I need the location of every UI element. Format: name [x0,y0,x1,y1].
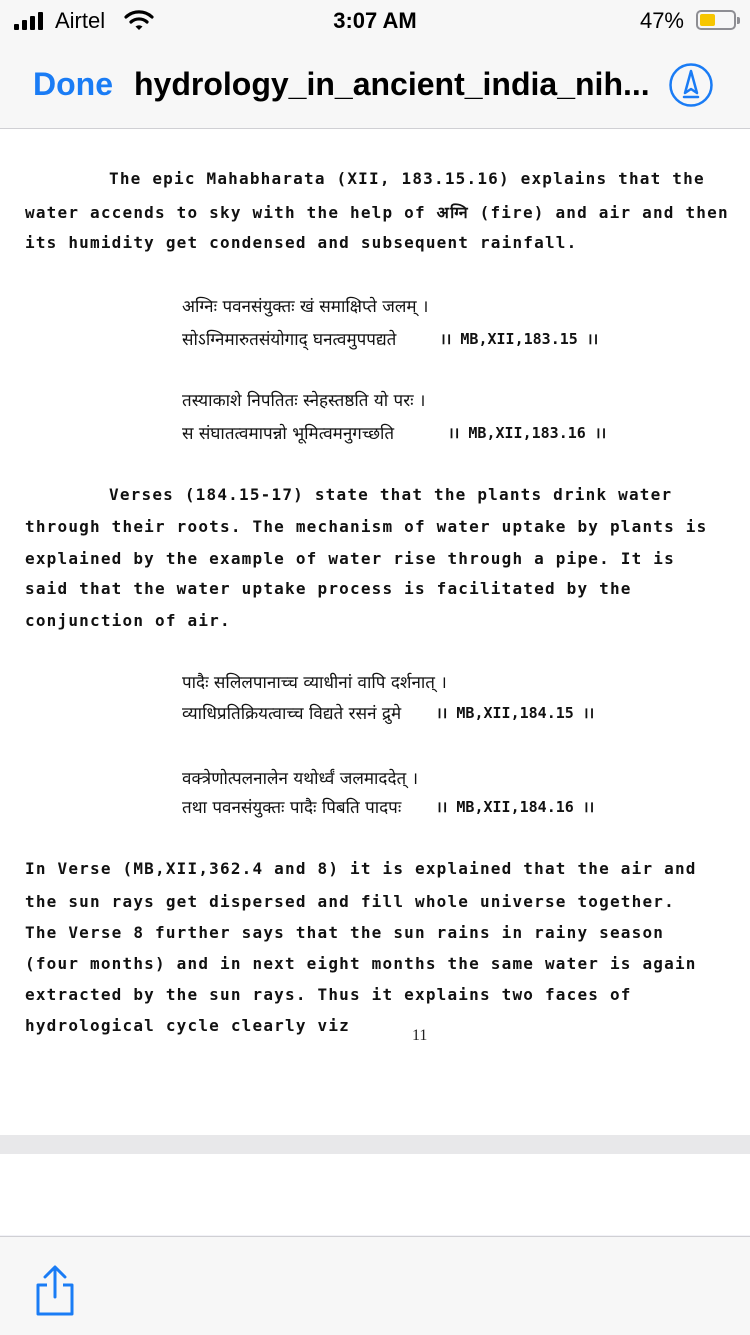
clock: 3:07 AM [333,8,417,33]
sanskrit-verse-line: तथा पवनसंयुक्तः पादैः पिबति पादपः [182,798,402,818]
sanskrit-verse-line: तस्याकाशे निपतितः स्नेहस्तष्ठति यो परः । [182,391,426,411]
sanskrit-verse-line: अग्निः पवनसंयुक्तः खं समाक्षिप्ते जलम् । [182,297,429,317]
paragraph-line: extracted by the sun rays. Thus it explains two faces of [25,985,632,1004]
paragraph-line: explained by the example of water rise through a pipe. It is [25,549,675,568]
page-number: 11 [412,1027,428,1044]
battery-icon [696,10,736,30]
paragraph-line: The epic Mahabharata (XII, 183.15.16) explains that the [109,169,705,188]
paragraph-line: conjunction of air. [25,611,231,630]
paragraph-line: In Verse (MB,XII,362.4 and 8) it is explained that the air and [25,859,697,878]
paragraph-line: its humidity get condensed and subsequent rainfall. [25,233,578,252]
paragraph-line: the sun rays get dispersed and fill whole universe together. [25,892,675,911]
bottom-toolbar [0,1236,750,1335]
done-button[interactable]: Done [33,66,113,102]
paragraph-line: water accends to sky with the help of अग्नि (fire) and air and then [25,203,729,222]
sanskrit-verse-line: सोऽग्निमारुतसंयोगाद् घनत्वमुपपद्यते [182,330,397,350]
verse-reference: ।। MB,XII,183.15 ।। [440,330,599,348]
verse-reference: ।। MB,XII,184.15 ।। [436,704,595,722]
sanskrit-verse-line: स संघातत्वमापन्नो भूमित्वमनुगच्छति [182,424,395,444]
navigation-bar [0,40,750,129]
status-bar [0,0,750,40]
paragraph-line: said that the water uptake process is facilitated by the [25,579,632,598]
sanskrit-verse-line: व्याधिप्रतिक्रियत्वाच्च विद्यते रसनं द्रुमे [182,704,402,724]
share-icon[interactable] [32,1265,78,1317]
battery-level [700,14,715,26]
carrier-name: Airtel [55,8,106,33]
verse-reference: ।। MB,XII,183.16 ।। [448,424,607,442]
paragraph-line: through their roots. The mechanism of water uptake by plants is [25,517,708,536]
battery-percentage: 47% [639,8,684,33]
paragraph-line: The Verse 8 further says that the sun rains in rainy season [25,923,665,942]
paragraph-line: Verses (184.15-17) state that the plants drink water [109,485,673,504]
pdf-page [0,129,750,1135]
paragraph-line: hydrological cycle clearly viz [25,1016,350,1035]
sanskrit-verse-line: वक्त्रेणोत्पलनालेन यथोर्ध्वं जलमाददेत् । [182,769,419,789]
document-title: hydrology_in_ancient_india_nih... [134,66,650,102]
paragraph-line: (four months) and in next eight months the same water is again [25,954,697,973]
sanskrit-verse-line: पादैः सलिलपानाच्च व्याधीनां वापि दर्शनात् । [182,673,447,693]
markup-pen-icon[interactable] [668,62,714,108]
pdf-page-next [0,1154,750,1235]
pdf-viewer[interactable] [0,129,750,1235]
verse-reference: ।। MB,XII,184.16 ।। [436,798,595,816]
